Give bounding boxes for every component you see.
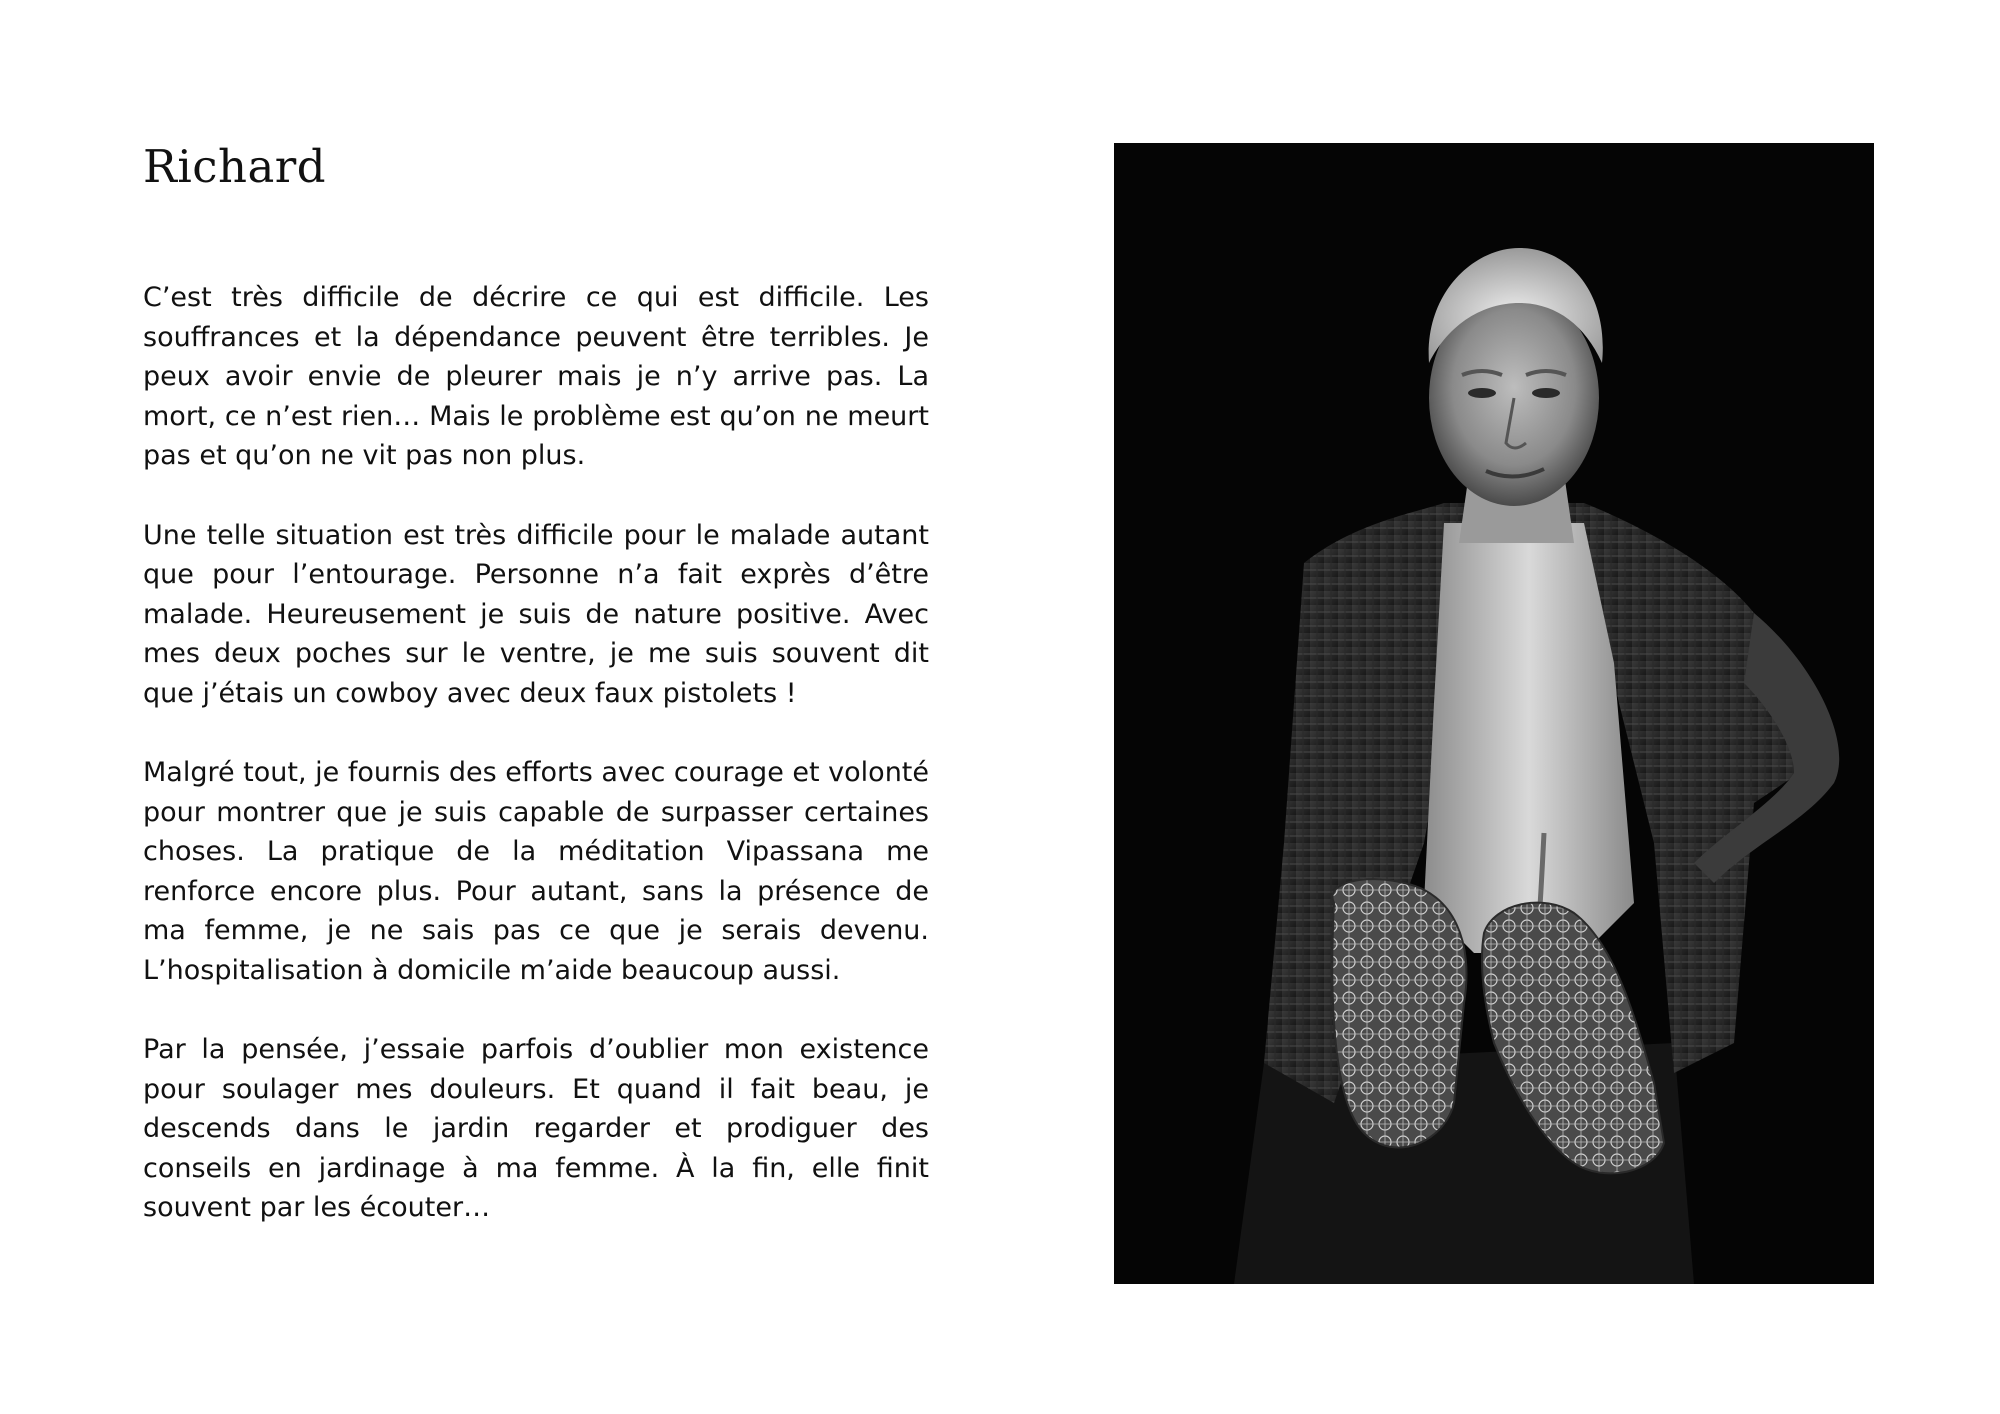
paragraph-4: Par la pensée, j’essaie parfois d’oublier mon existence pour soulager mes douleurs. Et quand il fait beau, je descends dans le jardin regarder et prodiguer des conseils en jardinage à ma femme. À la fin, elle finit souvent par les écouter… [143, 1034, 929, 1223]
page-title: Richard [143, 140, 327, 193]
paragraph-1: C’est très difficile de décrire ce qui est difficile. Les souffrances et la dépendance peuvent être terribles. Je peux avoir envie de pleurer mais je n’y arrive pas. La mort, ce n’est rien… Mais le problème est qu’on ne meurt pas et qu’on ne vit pas non plus. [143, 282, 929, 471]
portrait-illustration [1114, 143, 1874, 1284]
text-column [143, 140, 929, 1268]
portrait-photo [1114, 143, 1874, 1284]
paragraph-2: Une telle situation est très difficile pour le malade autant que pour l’entourage. Personne n’a fait exprès d’être malade. Heureusement je suis de nature positive. Avec mes deux poches sur le ventre, je me suis souvent dit que j’étais un cowboy avec deux faux pistolets ! [143, 519, 929, 709]
paragraph-3: Malgré tout, je fournis des efforts avec courage et volonté pour montrer que je suis capable de surpasser certaines choses. La pratique de la méditation Vipassana me renforce encore plus. Pour autant, sans la présence de ma femme, je ne sais pas ce que je serais devenu. L’hospitalisation à domicile m’aide beaucoup aussi. [143, 757, 929, 986]
